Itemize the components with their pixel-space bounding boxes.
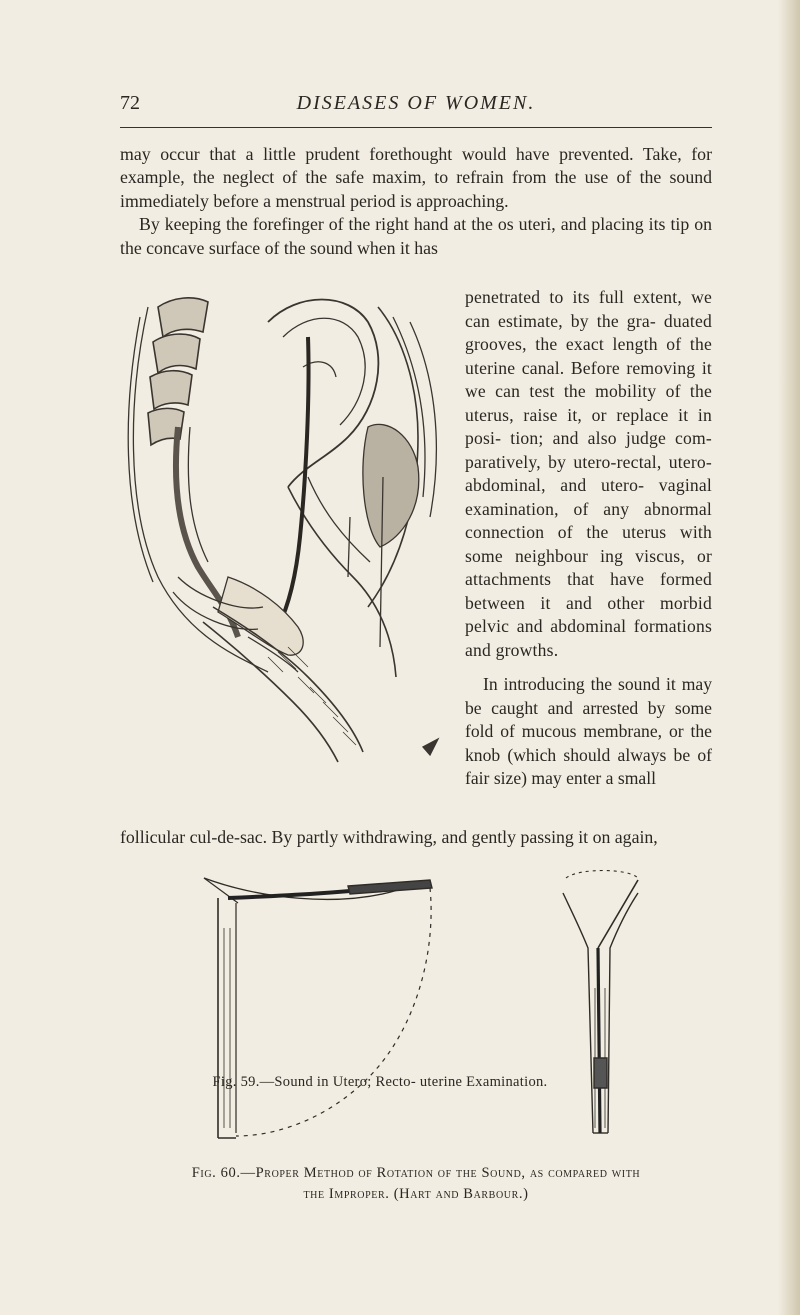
page-number: 72 xyxy=(120,92,140,114)
page-header xyxy=(120,92,712,126)
figure-60-drawing xyxy=(198,868,718,1158)
paragraph-1: may occur that a little prudent forethought would have prevented. Take, for example, the neglect of the safe maxim, to refrain from the use of the sound immediately before a menstrual period is approaching. xyxy=(120,144,712,211)
header-rule xyxy=(120,127,712,128)
paragraph-2-lead: By keeping the forefinger of the right hand at the os uteri, and placing its tip on the concave surface of the sound when it has xyxy=(120,214,712,258)
page-edge-shadow xyxy=(778,0,800,1315)
figure-60-caption-line-2: the Improper. (Hart and Barbour.) xyxy=(303,1186,529,1202)
text-block-after-figure xyxy=(120,826,712,849)
figure-60-illustration xyxy=(198,868,718,1158)
paragraph-2-right: penetrated to its full extent, we can estimate, by the gra- duated grooves, the exact length of the uterine canal. Before removing it we can test the mobility of the uterus, raise it, or replace it in posi- tion; and also judge com- paratively, by utero-rectal, utero-abdominal, and utero- vaginal examination, of any abnormal connection of the uterus with some neighbour ing viscus, or attachments that have formed between it and other morbid pelvic and abdominal formations and growths. xyxy=(465,287,712,660)
figure-59-caption: Fig. 59.—Sound in Utero; Recto- uterine Examination. xyxy=(212,1074,548,1090)
paragraph-3-continued: follicular cul-de-sac. By partly withdrawing, and gently passing it on again, xyxy=(120,827,658,847)
text-block-top xyxy=(120,143,712,260)
figure-60-caption xyxy=(120,1163,712,1205)
paragraph-3-right: In introducing the sound it may be caught and arrested by some fold of mucous membrane, or the knob (which should always be of fair size) may enter a small xyxy=(465,674,712,788)
figure-60-caption-line-1: Fig. 60.—Proper Method of Rotation of the Sound, as compared with xyxy=(191,1165,641,1181)
figure-59-drawing xyxy=(118,277,448,767)
right-column-text xyxy=(465,286,712,791)
running-title: DISEASES OF WOMEN. xyxy=(296,92,536,114)
